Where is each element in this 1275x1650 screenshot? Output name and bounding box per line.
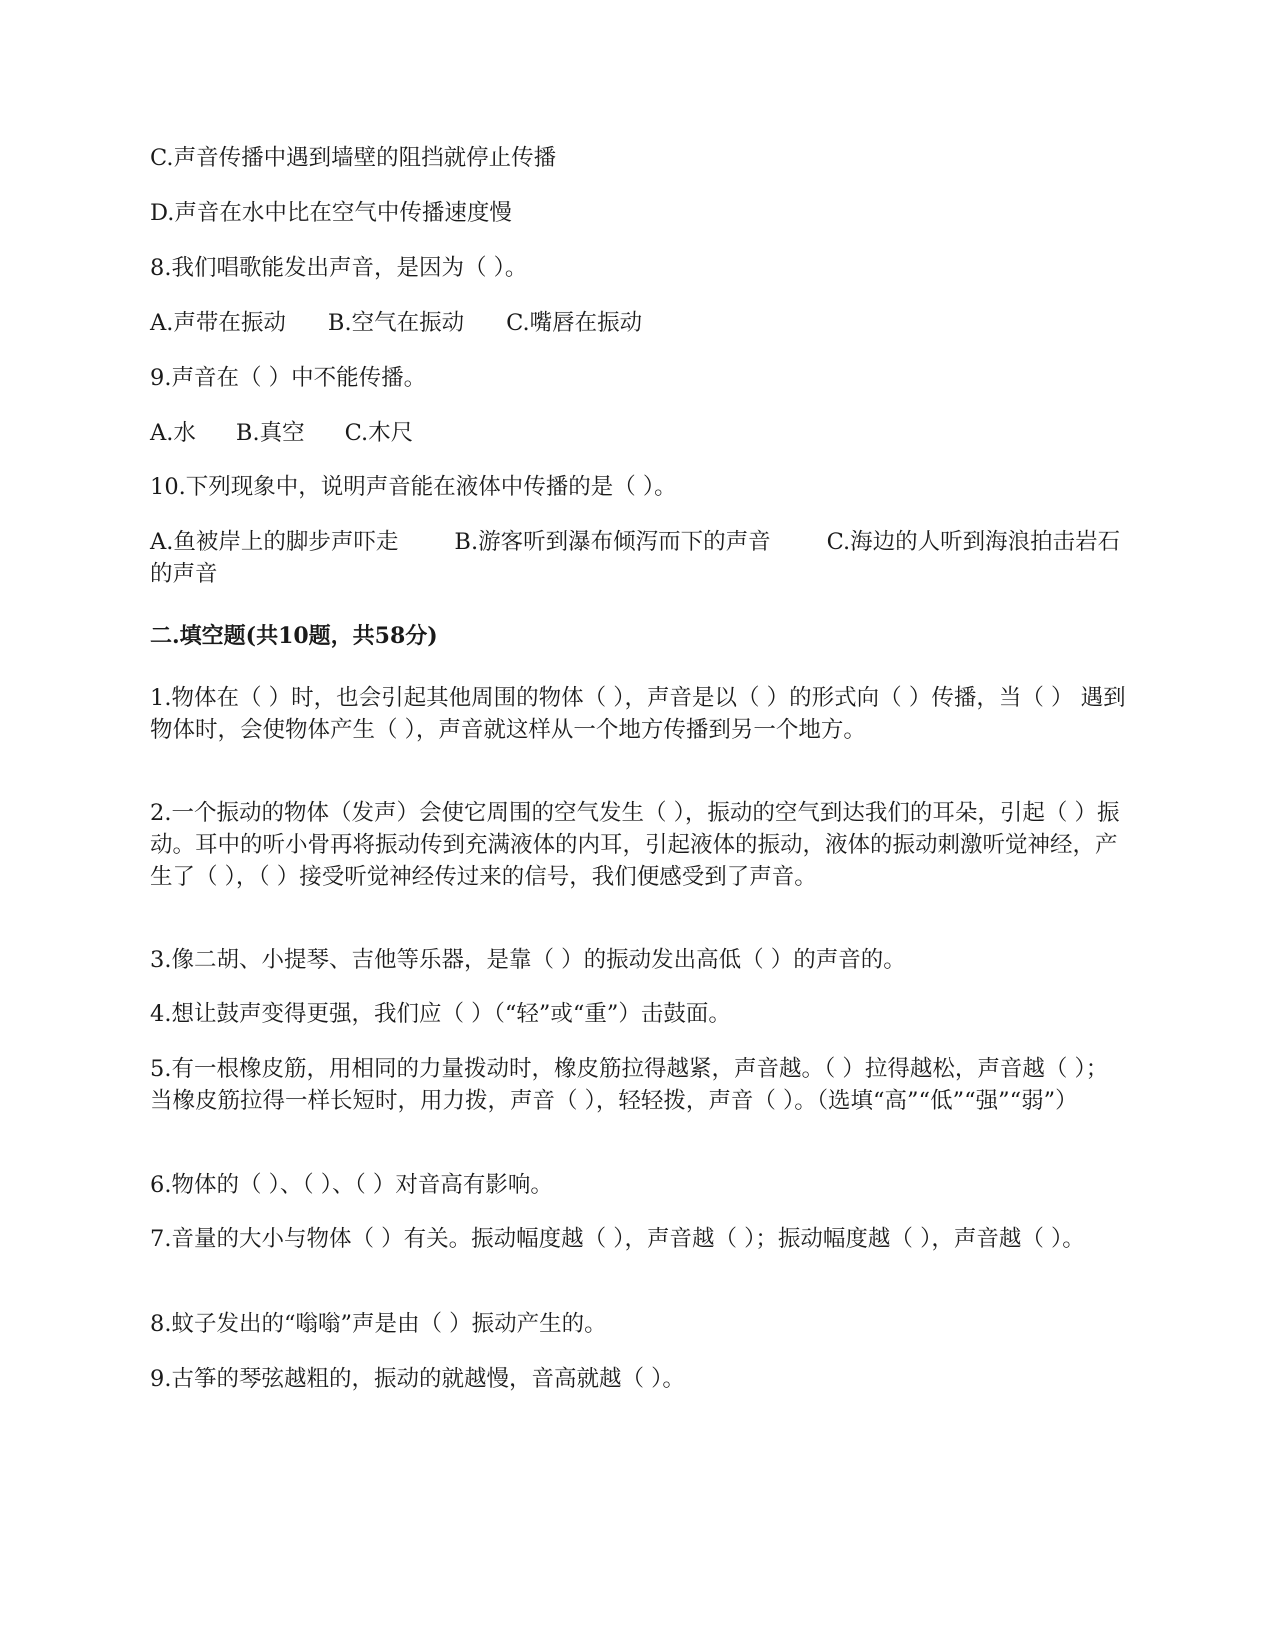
q10-stem: 10.下列现象中，说明声音能在液体中传播的是（ ）。 [150, 474, 677, 500]
q10-option-b: B.游客听到瀑布倾泻而下的声音 [454, 529, 771, 555]
q10-options [150, 526, 1130, 590]
fill-question-7: 7.音量的大小与物体（ ）有关。振动幅度越（ ），声音越（ ）；振动幅度越（ ），声音越（ ）。 [150, 1226, 1085, 1252]
q9-option-a: A.水 [150, 420, 196, 446]
q9-stem: 9.声音在（ ）中不能传播。 [150, 365, 427, 391]
fill-question-6: 6.物体的（ ）、（ ）、（ ）对音高有影响。 [150, 1172, 553, 1198]
q10-option-c: C.海边的人听到海浪拍击岩石的声音 [150, 529, 1121, 587]
fill-question-5: 5.有一根橡皮筋，用相同的力量拨动时，橡皮筋拉得越紧，声音越。（ ）拉得越松，声音越（ ）；当橡皮筋拉得一样长短时，用力拨，声音（ ），轻轻拨，声音（ ）。（选填“高”“低”“强”“弱”） [150, 1056, 1109, 1114]
q8-options [150, 307, 642, 339]
q10-option-a: A.鱼被岸上的脚步声吓走 [150, 529, 399, 555]
fill-question-9: 9.古筝的琴弦越粗的，振动的就越慢，音高就越（ ）。 [150, 1366, 685, 1392]
fill-question-1: 1.物体在（ ）时，也会引起其他周围的物体（ ），声音是以（ ）的形式向（ ）传播，当（ ） 遇到物体时，会使物体产生（ ），声音就这样从一个地方传播到另一个地方。 [150, 685, 1126, 743]
q8-option-c: C.嘴唇在振动 [506, 310, 643, 336]
fill-question-3: 3.像二胡、小提琴、吉他等乐器，是靠（ ）的振动发出高低（ ）的声音的。 [150, 947, 906, 973]
q9-options [150, 417, 413, 449]
q8-option-b: B.空气在振动 [327, 310, 465, 336]
q9-option-c: C.木尺 [344, 420, 414, 446]
fill-question-2: 2.一个振动的物体（发声）会使它周围的空气发生（ ），振动的空气到达我们的耳朵，引起（ ）振动。耳中的听小骨再将振动传到充满液体的内耳，引起液体的振动，液体的振动刺激听觉神经，产生了（ ），（ ）接受听觉神经传过来的信号，我们便感受到了声音。 [150, 800, 1120, 890]
q9-option-b: B.真空 [235, 420, 305, 446]
q8-option-a: A.声带在振动 [150, 310, 286, 336]
q7-option-d: D.声音在水中比在空气中传播速度慢 [150, 200, 512, 226]
fill-question-4: 4.想让鼓声变得更强，我们应（ ）（“轻”或“重”）击鼓面。 [150, 1001, 731, 1027]
fill-question-8: 8.蚊子发出的“嗡嗡”声是由（ ）振动产生的。 [150, 1311, 607, 1337]
q8-stem: 8.我们唱歌能发出声音，是因为（ ）。 [150, 255, 528, 281]
section2-heading: 二.填空题(共10题，共58分) [150, 623, 438, 649]
q7-option-c: C.声音传播中遇到墙壁的阻挡就停止传播 [150, 145, 557, 171]
